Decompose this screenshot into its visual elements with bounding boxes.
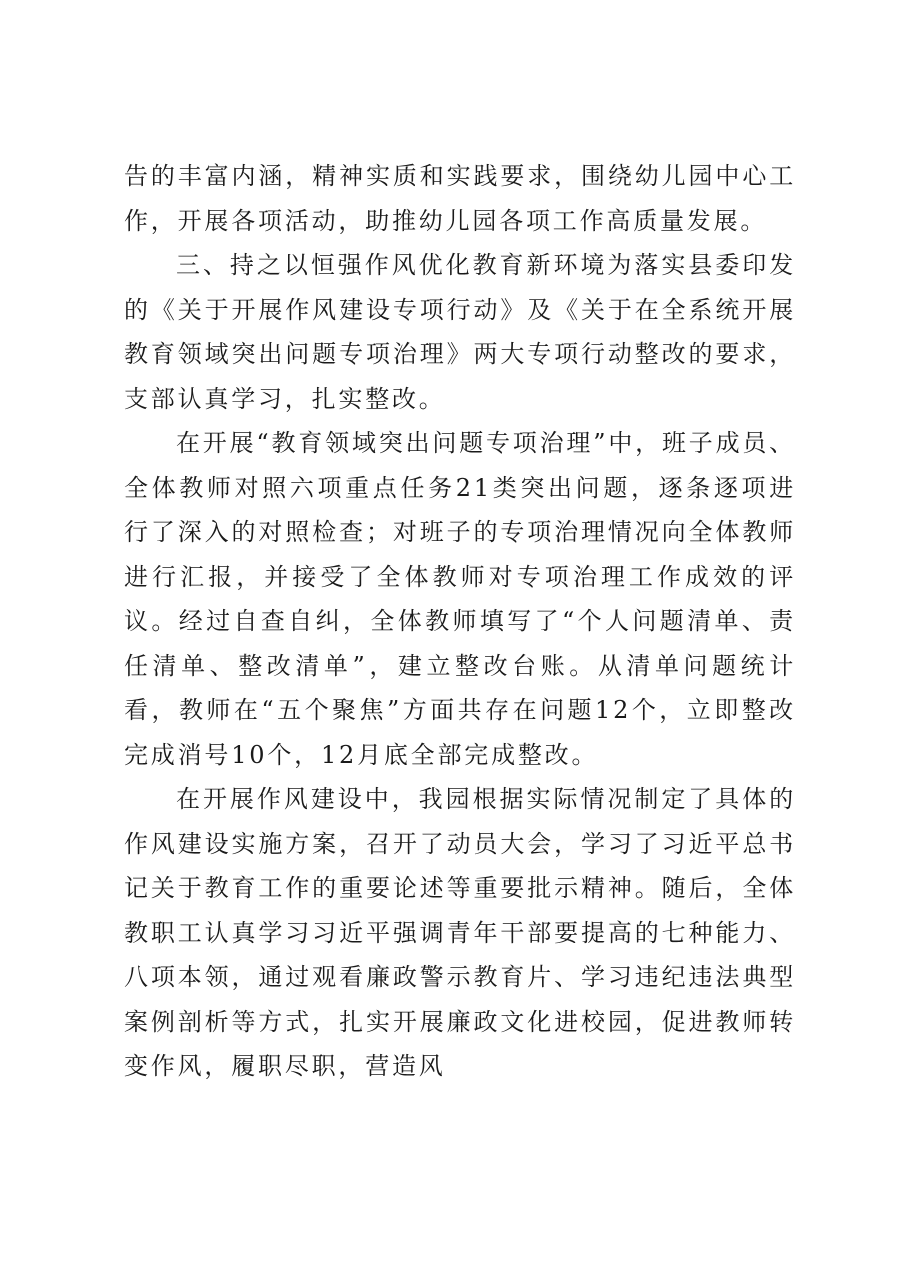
paragraph-3: 在开展“教育领域突出问题专项治理”中，班子成员、全体教师对照六项重点任务21类突出问题，逐条逐项进行了深入的对照检查；对班子的专项治理情况向全体教师进行汇报，并接受了全体教师对专项治理工作成效的评议。经过自查自纠，全体教师填写了“个人问题清单、责任清单、整改清单”，建立整改台账。从清单问题统计看，教师在“五个聚焦”方面共存在问题12个，立即整改完成消号10个，12月底全部完成整改。 (124, 429, 796, 769)
document-body (124, 154, 796, 1089)
paragraph-1: 告的丰富内涵，精神实质和实践要求，围绕幼儿园中心工作，开展各项活动，助推幼儿园各项工作高质量发展。 (124, 162, 796, 235)
paragraph-4: 在开展作风建设中，我园根据实际情况制定了具体的作风建设实施方案，召开了动员大会，学习了习近平总书记关于教育工作的重要论述等重要批示精神。随后，全体教职工认真学习习近平强调青年干部要提高的七种能力、八项本领，通过观看廉政警示教育片、学习违纪违法典型案例剖析等方式，扎实开展廉政文化进校园，促进教师转变作风，履职尽职，营造风 (124, 785, 796, 1080)
paragraph-2: 三、持之以恒强作风优化教育新环境为落实县委印发的《关于开展作风建设专项行动》及《关于在全系统开展教育领域突出问题专项治理》两大专项行动整改的要求，支部认真学习，扎实整改。 (124, 251, 796, 413)
